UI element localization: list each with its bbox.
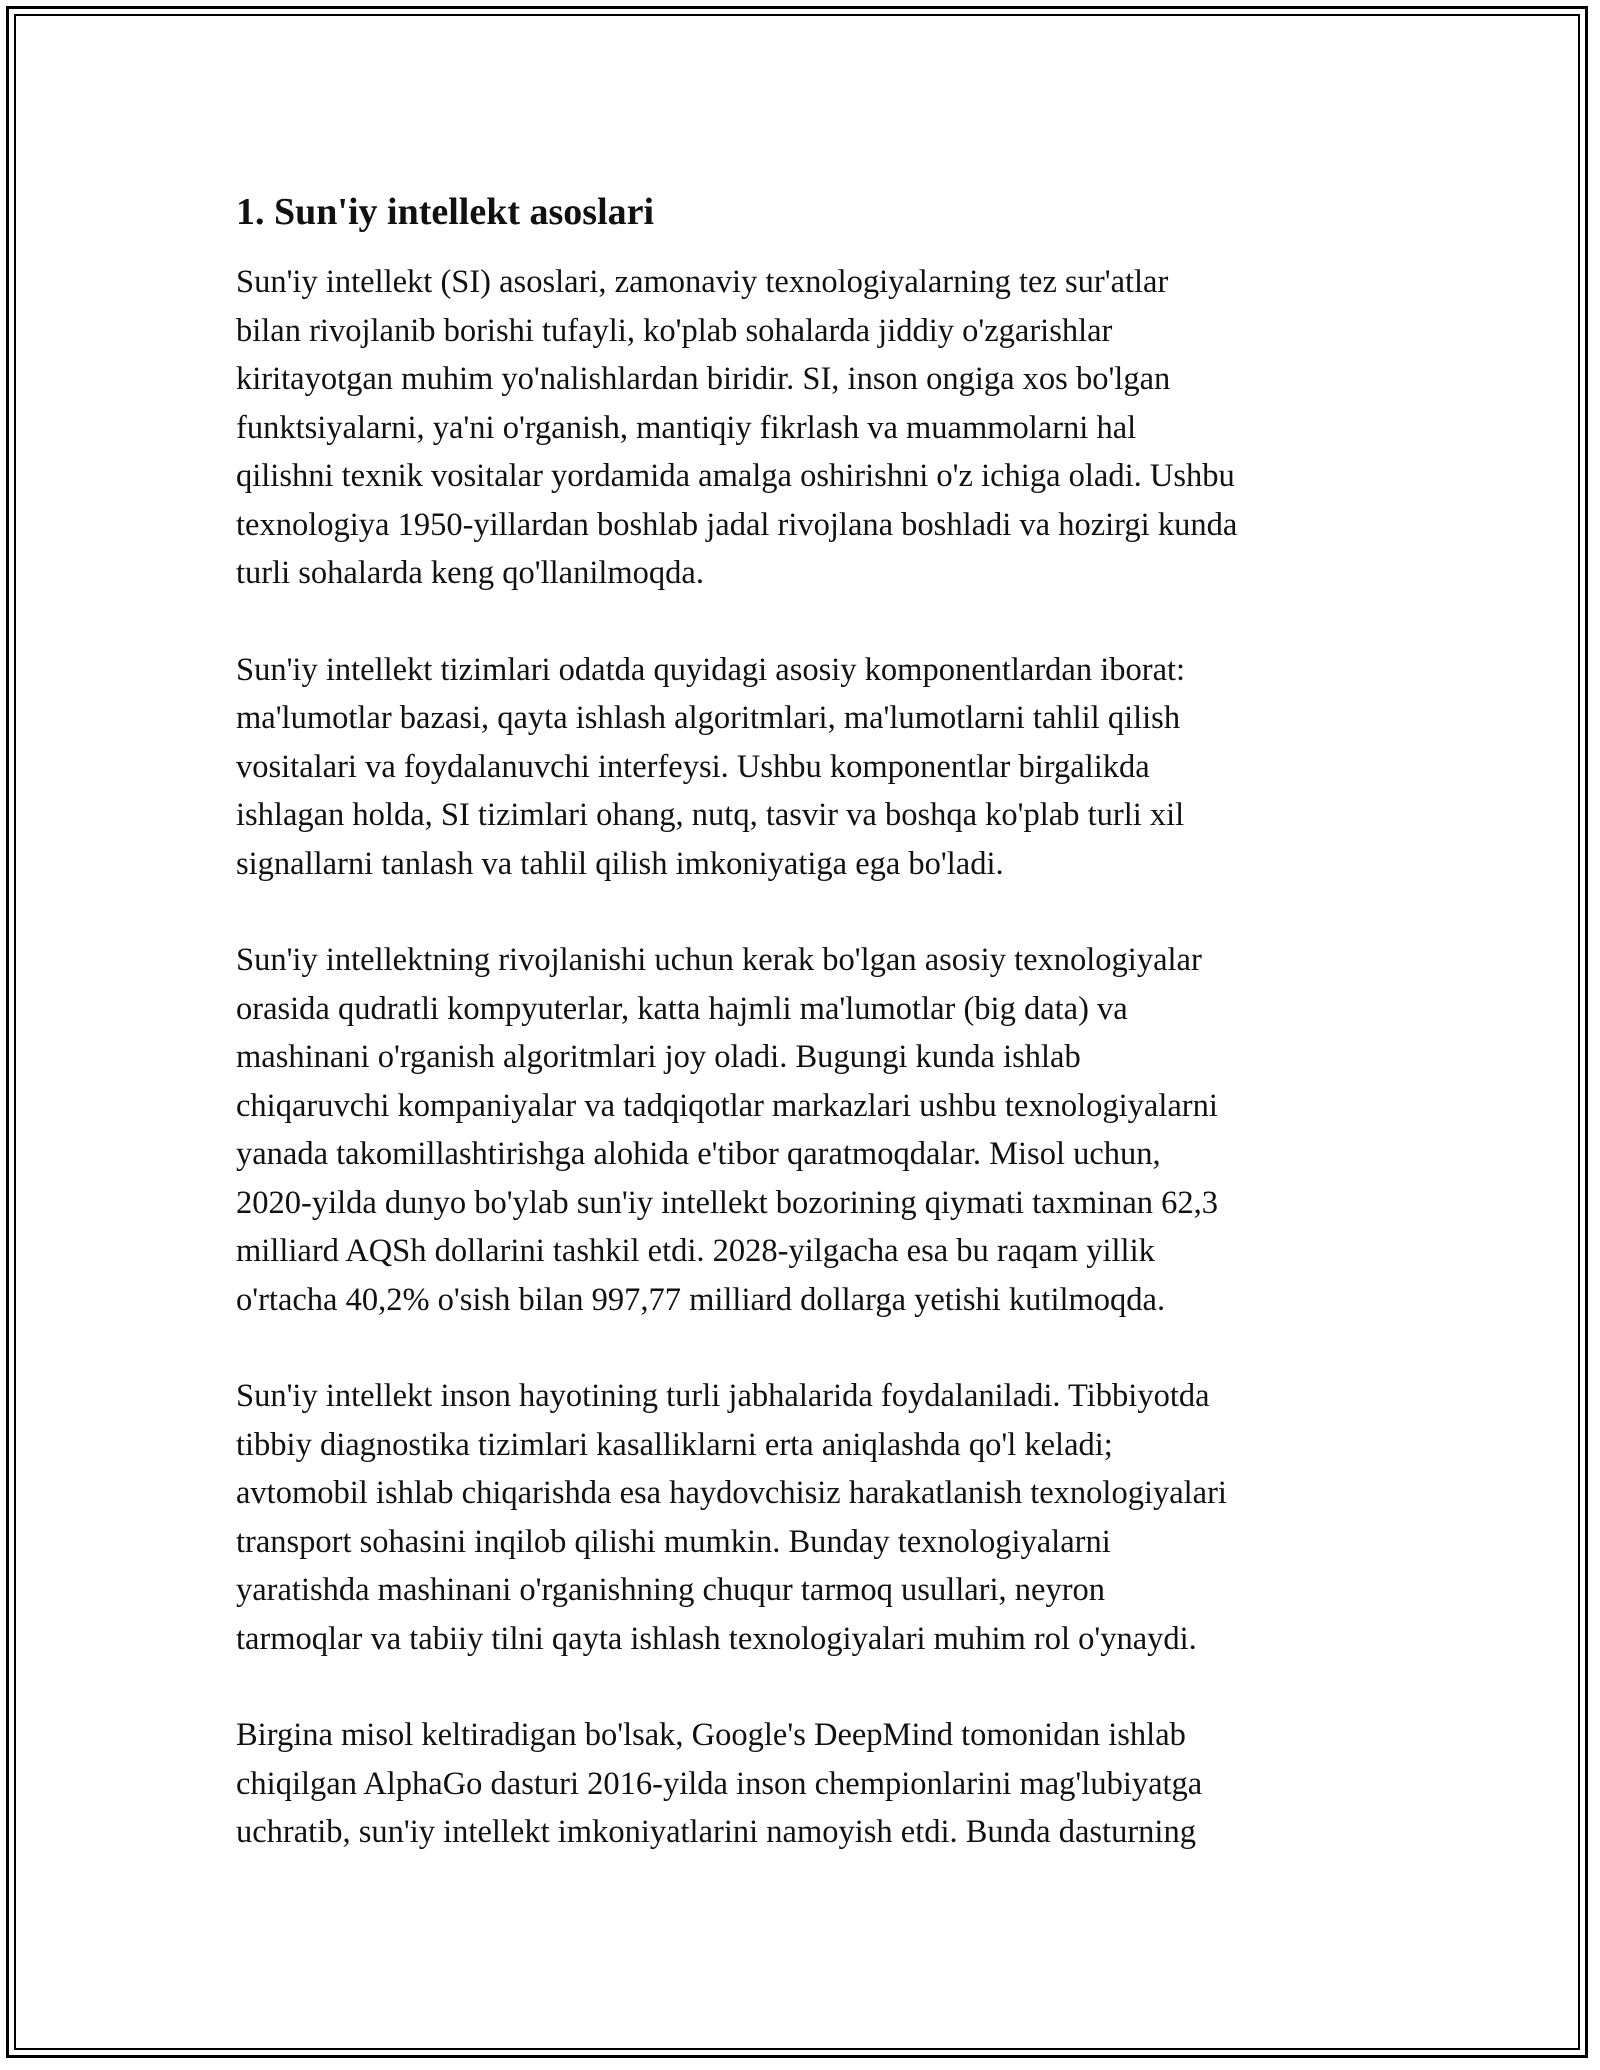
paragraph-line: texnologiya 1950-yillardan boshlab jadal rivojlana boshladi va hozirgi kunda	[236, 506, 1238, 543]
paragraph-line: chiqaruvchi kompaniyalar va tadqiqotlar markazlari ushbu texnologiyalarni	[236, 1087, 1218, 1124]
paragraph-line: orasida qudratli kompyuterlar, katta hajmli ma'lumotlar (big data) va	[236, 990, 1128, 1027]
document-body	[236, 184, 1396, 1905]
paragraph-line: Sun'iy intellekt (SI) asoslari, zamonaviy texnologiyalarning tez sur'atlar	[236, 264, 1169, 300]
paragraph-line: Sun'iy intellekt inson hayotining turli jabhalarida foydalaniladi. Tibbiyotda	[236, 1378, 1210, 1414]
paragraph-line: funktsiyalarni, ya'ni o'rganish, mantiqiy fikrlash va muammolarni hal	[236, 409, 1137, 446]
paragraph	[236, 1372, 1396, 1663]
paragraph-line: yaratishda mashinani o'rganishning chuqur tarmoq usullari, neyron	[236, 1572, 1106, 1608]
paragraph-line: transport sohasini inqilob qilishi mumkin. Bunday texnologiyalarni	[236, 1523, 1111, 1560]
paragraph-line: signallarni tanlash va tahlil qilish imkoniyatiga ega bo'ladi.	[236, 845, 1004, 882]
paragraph-line: uchratib, sun'iy intellekt imkoniyatlarini namoyish etdi. Bunda dasturning	[236, 1814, 1196, 1850]
paragraph	[236, 646, 1396, 889]
paragraph	[236, 1711, 1396, 1857]
paragraph-line: tibbiy diagnostika tizimlari kasalliklarni erta aniqlashda qo'l keladi;	[236, 1426, 1113, 1463]
paragraph-line: qilishni texnik vositalar yordamida amalga oshirishni o'z ichiga oladi. Ushbu	[236, 458, 1235, 494]
paragraph-line: mashinani o'rganish algoritmlari joy oladi. Bugungi kunda ishlab	[236, 1039, 1081, 1075]
section-heading: 1. Sun'iy intellekt asoslari	[236, 191, 655, 233]
paragraph-line: chiqilgan AlphaGo dasturi 2016-yilda inson chempionlarini mag'lubiyatga	[236, 1765, 1203, 1802]
paragraph-line: turli sohalarda keng qo'llanilmoqda.	[236, 555, 704, 591]
paragraph	[236, 258, 1396, 598]
paragraph-line: o'rtacha 40,2% o'sish bilan 997,77 milliard dollarga yetishi kutilmoqda.	[236, 1281, 1166, 1318]
paragraphs-container	[236, 258, 1396, 1857]
paragraph-line: ma'lumotlar bazasi, qayta ishlash algoritmlari, ma'lumotlarni tahlil qilish	[236, 700, 1181, 736]
paragraph-line: milliard AQSh dollarini tashkil etdi. 2028-yilgacha esa bu raqam yillik	[236, 1233, 1155, 1269]
paragraph-line: vositalari va foydalanuvchi interfeysi. Ushbu komponentlar birgalikda	[236, 748, 1150, 785]
paragraph-line: Sun'iy intellektning rivojlanishi uchun kerak bo'lgan asosiy texnologiyalar	[236, 942, 1202, 978]
paragraph-line: Birgina misol keltiradigan bo'lsak, Google's DeepMind tomonidan ishlab	[236, 1717, 1186, 1753]
paragraph-line: Sun'iy intellekt tizimlari odatda quyidagi asosiy komponentlardan iborat:	[236, 651, 1186, 688]
paragraph-line: bilan rivojlanib borishi tufayli, ko'plab sohalarda jiddiy o'zgarishlar	[236, 312, 1113, 349]
paragraph-line: kiritayotgan muhim yo'nalishlardan biridir. SI, inson ongiga xos bo'lgan	[236, 361, 1171, 397]
paragraph-line: 2020-yilda dunyo bo'ylab sun'iy intellekt bozorining qiymati taxminan 62,3	[236, 1184, 1219, 1221]
paragraph-line: ishlagan holda, SI tizimlari ohang, nutq, tasvir va boshqa ko'plab turli xil	[236, 797, 1185, 833]
paragraph-line: tarmoqlar va tabiiy tilni qayta ishlash texnologiyalari muhim rol o'ynaydi.	[236, 1620, 1197, 1657]
paragraph-line: yanada takomillashtirishga alohida e'tibor qaratmoqdalar. Misol uchun,	[236, 1136, 1161, 1172]
paragraph	[236, 936, 1396, 1324]
paragraph-line: avtomobil ishlab chiqarishda esa haydovchisiz harakatlanish texnologiyalari	[236, 1475, 1227, 1511]
